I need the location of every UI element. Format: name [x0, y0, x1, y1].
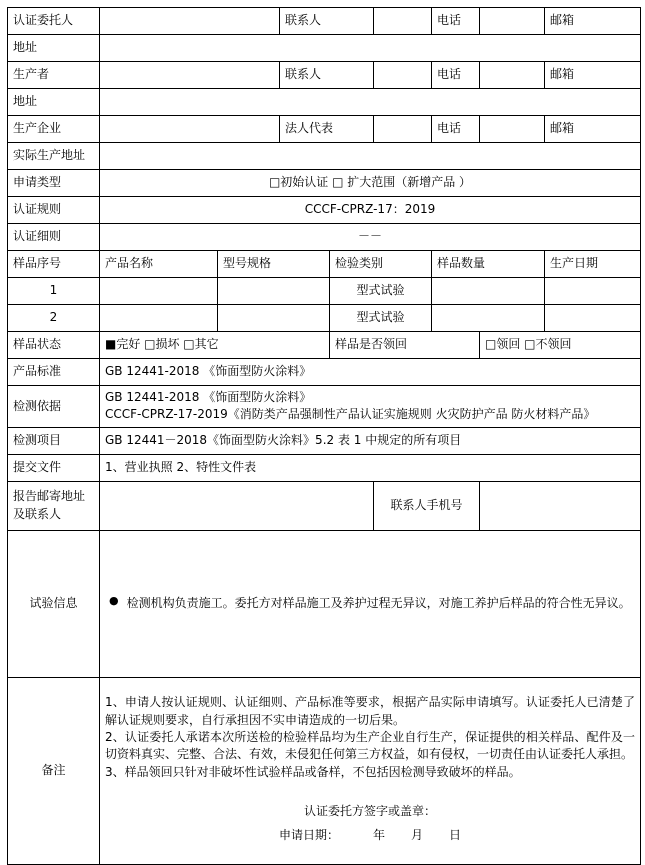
label-remark: 备注 [8, 677, 100, 864]
table-row-report-mailing [8, 481, 641, 530]
label-phone-3: 电话 [432, 116, 480, 143]
label-legal-rep: 法人代表 [280, 116, 374, 143]
field-actual-production-address-value[interactable] [100, 143, 641, 170]
header-produce-date: 生产日期 [545, 251, 641, 278]
cell-sample-qty-2[interactable] [432, 305, 545, 332]
cell-test-type-1: 型式试验 [330, 278, 432, 305]
application-form-page [0, 7, 645, 854]
label-address-2: 地址 [8, 89, 100, 116]
label-email-1: 邮箱 [545, 8, 641, 35]
value-test-basis [100, 386, 641, 428]
value-product-standard: GB 12441-2018 《饰面型防火涂料》 [100, 359, 641, 386]
apply-date-row [105, 823, 635, 847]
remark-line-2: 2、认证委托人承诺本次所送检的检验样品均为生产企业自行生产，保证提供的相关样品、配件及一切资料真实、完整、合法、有效，未侵犯任何第三方权益，如有侵权，一切责任由认证委托人承担。 [105, 730, 636, 762]
table-row-manufacturer [8, 116, 641, 143]
field-contact-2-value[interactable] [374, 62, 432, 89]
test-info-text: 检测机构负责施工。委托方对样品施工及养护过程无异议，对施工养护后样品的符合性无异议。 [126, 596, 631, 611]
date-year-label: 年 [372, 828, 385, 843]
header-sample-no: 样品序号 [8, 251, 100, 278]
cell-sample-qty-1[interactable] [432, 278, 545, 305]
label-cert-rule: 认证规则 [8, 197, 100, 224]
table-row-producer [8, 62, 641, 89]
table-row-entrust [8, 8, 641, 35]
field-apply-type-value[interactable]: □初始认证 □ 扩大范围（新增产品 ） [100, 170, 641, 197]
label-sample-status: 样品状态 [8, 332, 100, 359]
label-contact-mobile: 联系人手机号 [374, 481, 480, 530]
table-row-sample-header [8, 251, 641, 278]
value-cert-rule: CCCF-CPRZ-17：2019 [100, 197, 641, 224]
table-row-submit-doc [8, 454, 641, 481]
field-address-2-value[interactable] [100, 89, 641, 116]
field-phone-1-value[interactable] [480, 8, 545, 35]
value-submit-documents: 1、营业执照 2、特性文件表 [100, 454, 641, 481]
test-info-bullet-row [105, 592, 635, 615]
cell-produce-date-2[interactable] [545, 305, 641, 332]
report-mailing-label-line-2: 及联系人 [13, 506, 62, 521]
label-email-3: 邮箱 [545, 116, 641, 143]
label-address-1: 地址 [8, 35, 100, 62]
application-form-table [7, 7, 641, 865]
label-cert-detail: 认证细则 [8, 224, 100, 251]
field-contact-1-value[interactable] [374, 8, 432, 35]
field-address-1-value[interactable] [100, 35, 641, 62]
label-contact-2: 联系人 [280, 62, 374, 89]
label-sample-return: 样品是否领回 [330, 332, 480, 359]
label-test-item: 检测项目 [8, 427, 100, 454]
header-sample-qty: 样品数量 [432, 251, 545, 278]
label-contact-1: 联系人 [280, 8, 374, 35]
cell-produce-date-1[interactable] [545, 278, 641, 305]
label-test-basis: 检测依据 [8, 386, 100, 428]
label-phone-1: 电话 [432, 8, 480, 35]
field-producer-value[interactable] [100, 62, 280, 89]
field-phone-2-value[interactable] [480, 62, 545, 89]
cell-model-2[interactable] [218, 305, 330, 332]
label-producer: 生产者 [8, 62, 100, 89]
label-submit-documents: 提交文件 [8, 454, 100, 481]
header-product-name: 产品名称 [100, 251, 218, 278]
date-month-label: 月 [411, 828, 424, 843]
bullet-icon: ● [109, 594, 119, 608]
test-basis-line-2: CCCF-CPRZ-17-2019《消防类产品强制性产品认证实施规则 火灾防护产品 防火材料产品》 [105, 407, 596, 422]
table-row-test-basis [8, 386, 641, 428]
cell-product-name-1[interactable] [100, 278, 218, 305]
report-mailing-label-line-1: 报告邮寄地址 [13, 489, 86, 504]
table-row-actual-address [8, 143, 641, 170]
field-phone-3-value[interactable] [480, 116, 545, 143]
table-row-sample-status [8, 332, 641, 359]
field-manufacturer-value[interactable] [100, 116, 280, 143]
label-apply-type: 申请类型 [8, 170, 100, 197]
label-email-2: 邮箱 [545, 62, 641, 89]
cell-test-type-2: 型式试验 [330, 305, 432, 332]
cell-sample-no-1: 1 [8, 278, 100, 305]
header-model-spec: 型号规格 [218, 251, 330, 278]
table-row-product-standard [8, 359, 641, 386]
cell-model-1[interactable] [218, 278, 330, 305]
value-test-info [100, 530, 641, 677]
label-actual-production-address: 实际生产地址 [8, 143, 100, 170]
value-remark [100, 677, 641, 864]
value-sample-status[interactable]: ■完好 □损坏 □其它 [100, 332, 330, 359]
value-cert-detail: －－ [100, 224, 641, 251]
signature-label[interactable]: 认证委托方签字或盖章： [304, 804, 437, 819]
test-basis-line-1: GB 12441-2018 《饰面型防火涂料》 [105, 390, 312, 404]
label-phone-2: 电话 [432, 62, 480, 89]
remark-line-1: 1、申请人按认证规则、认证细则、产品标准等要求，根据产品实际申请填写。认证委托人已清楚了解认证规则要求，自行承担因不实申请造成的一切后果。 [105, 695, 636, 727]
label-report-mailing-address [8, 481, 100, 530]
table-row-sample-1 [8, 278, 641, 305]
remark-line-3: 3、样品领回只针对非破坏性试验样品或备样，不包括因检测导致破坏的样品。 [105, 764, 521, 779]
field-report-mailing-address-value[interactable] [100, 481, 374, 530]
table-row-apply-type [8, 170, 641, 197]
table-row-test-info [8, 530, 641, 677]
label-manufacturer: 生产企业 [8, 116, 100, 143]
label-test-info: 试验信息 [8, 530, 100, 677]
label-product-standard: 产品标准 [8, 359, 100, 386]
value-sample-return[interactable]: □领回 □不领回 [480, 332, 641, 359]
header-test-type: 检验类别 [330, 251, 432, 278]
field-legal-rep-value[interactable] [374, 116, 432, 143]
signature-block [105, 799, 635, 847]
table-row-address-2 [8, 89, 641, 116]
table-row-test-item [8, 427, 641, 454]
field-entrust-person-value[interactable] [100, 8, 280, 35]
table-row-sample-2 [8, 305, 641, 332]
label-entrust-person: 认证委托人 [8, 8, 100, 35]
table-row-cert-rule [8, 197, 641, 224]
table-row-address-1 [8, 35, 641, 62]
cell-sample-no-2: 2 [8, 305, 100, 332]
value-test-item: GB 12441－2018《饰面型防火涂料》5.2 表 1 中规定的所有项目 [100, 427, 641, 454]
table-row-remark [8, 677, 641, 864]
date-day-label: 日 [449, 828, 462, 843]
apply-date-label: 申请日期： [278, 828, 339, 843]
table-row-cert-detail [8, 224, 641, 251]
cell-product-name-2[interactable] [100, 305, 218, 332]
field-contact-mobile-value[interactable] [480, 481, 641, 530]
